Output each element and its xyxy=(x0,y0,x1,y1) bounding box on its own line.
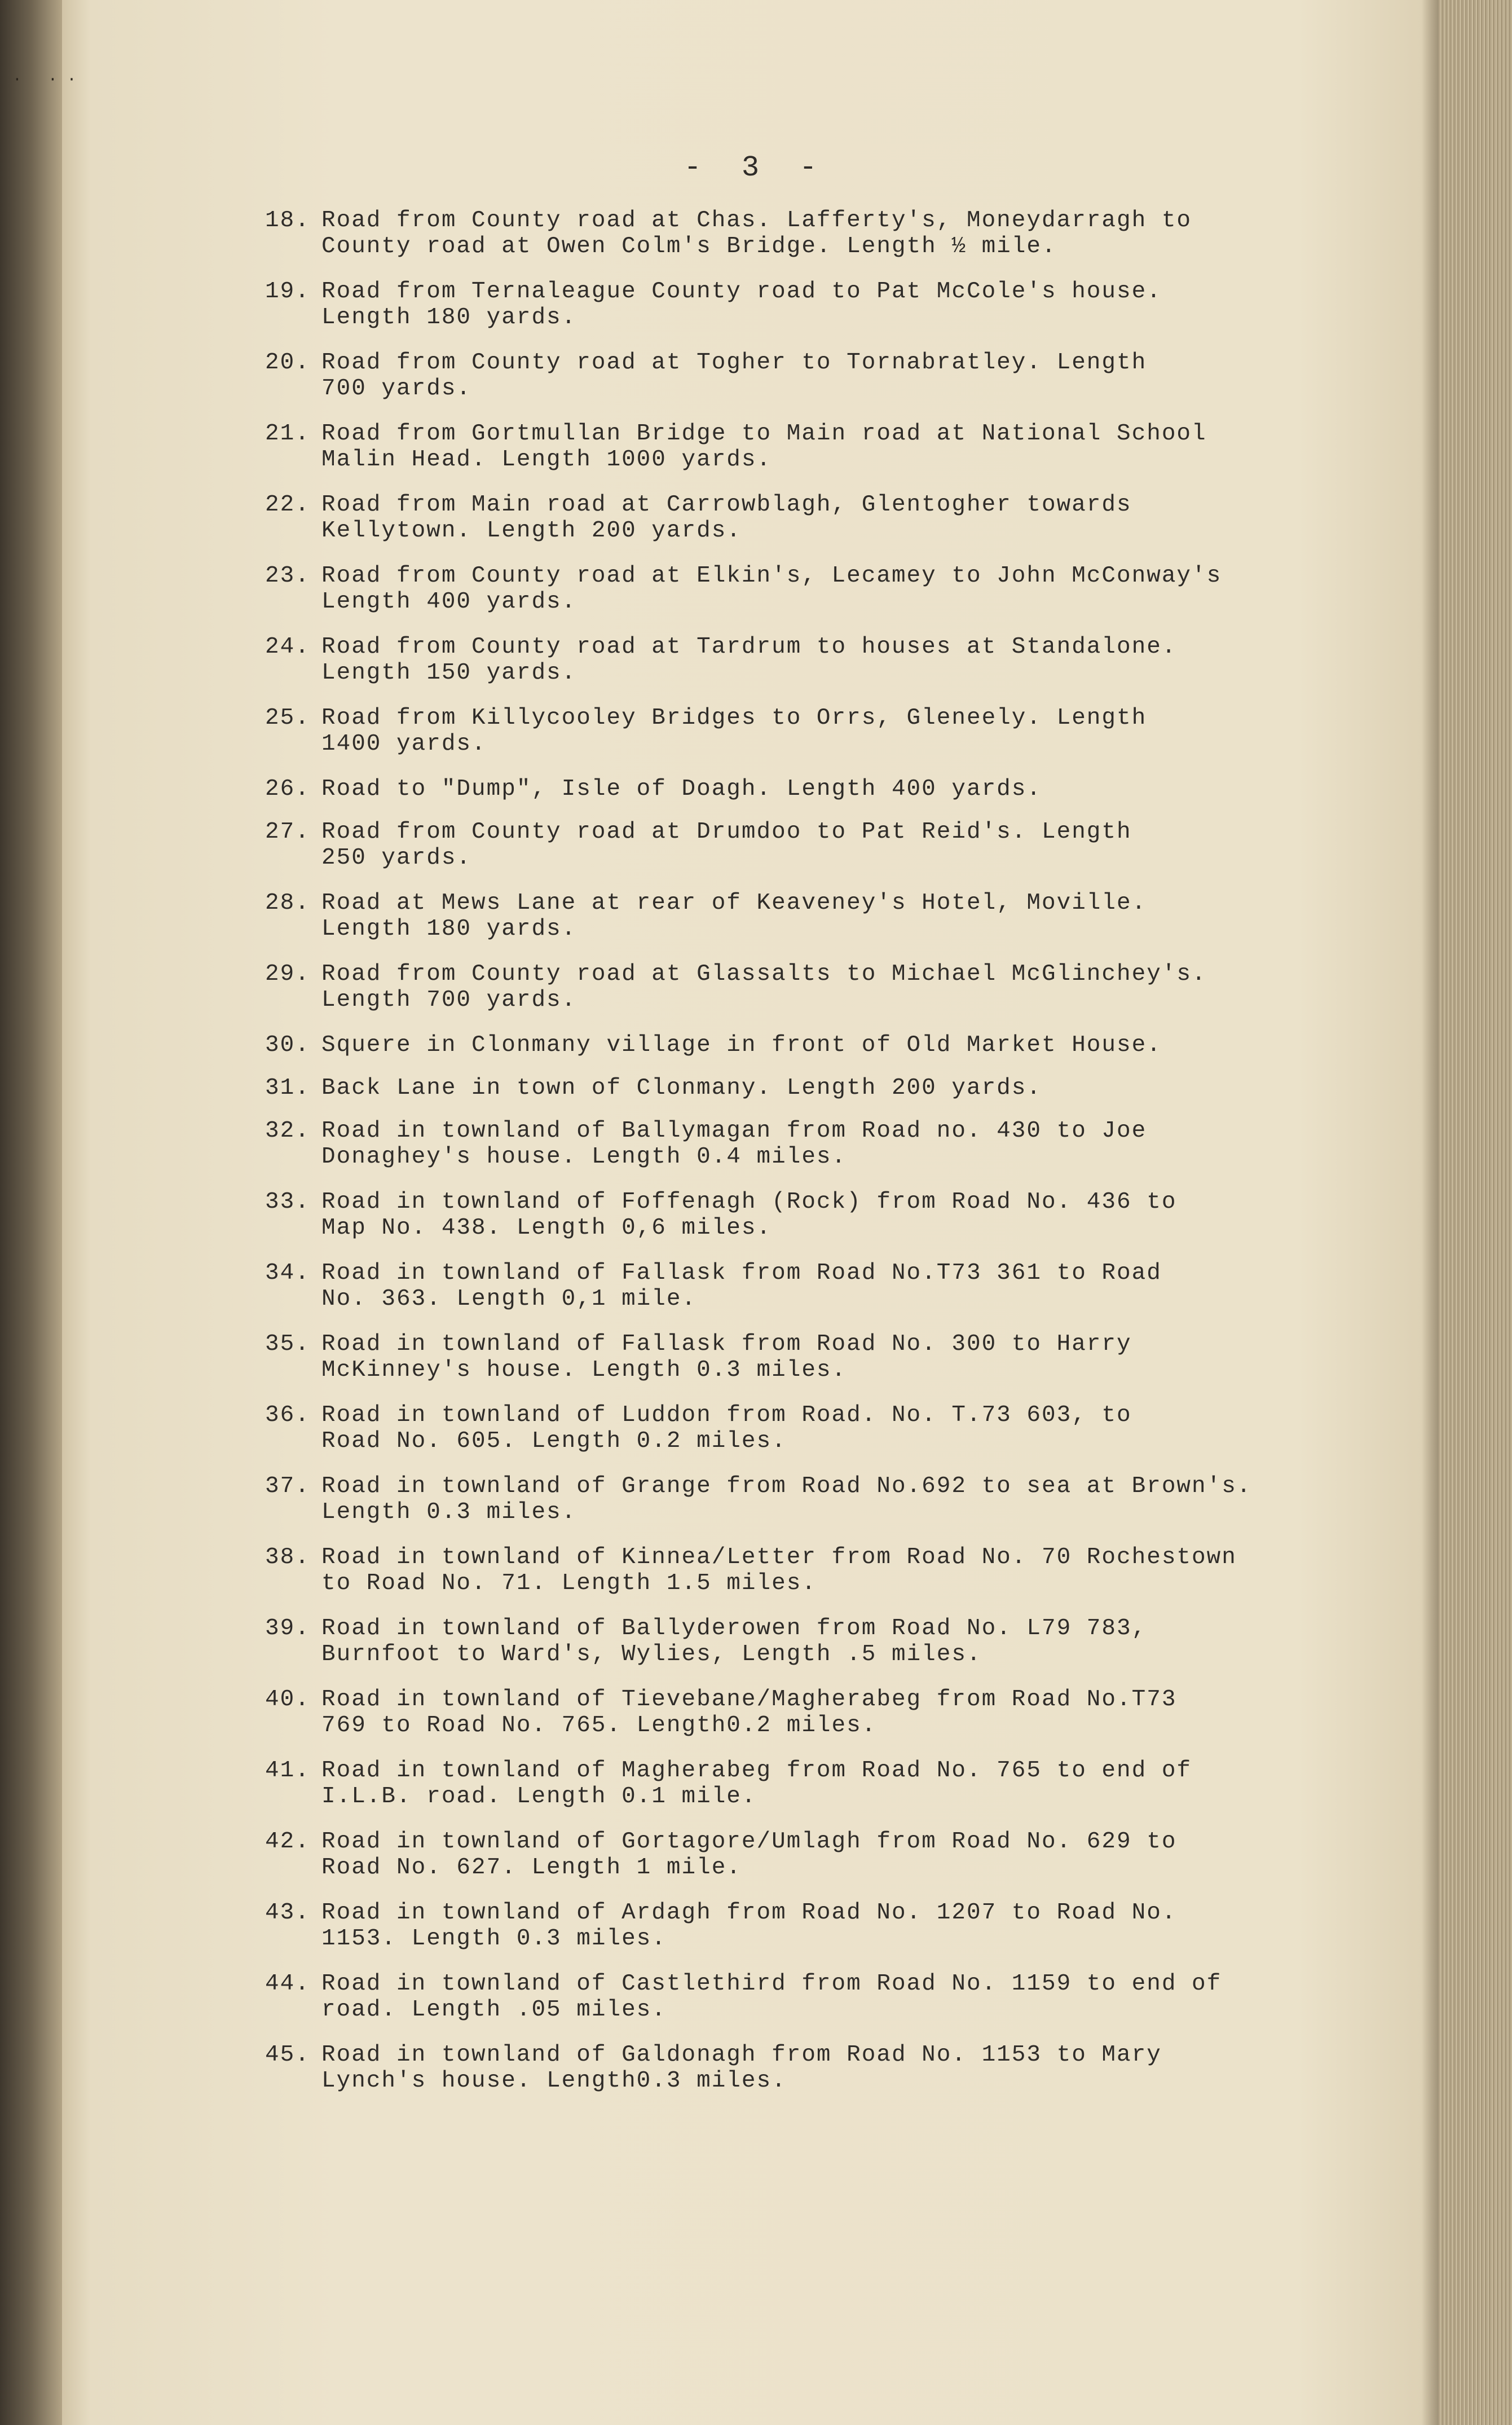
gutter-mark: · xyxy=(12,71,22,89)
entry-text: Road in townland of Ardagh from Road No. 1207 to Road No. 1153. Length 0.3 miles. xyxy=(321,1900,1177,1952)
entry-number: 29. xyxy=(265,961,310,987)
entry-number: 34. xyxy=(265,1260,310,1286)
entry-text: Road in townland of Fallask from Road No. 300 to Harry McKinney's house. Length 0.3 miles. xyxy=(321,1331,1132,1383)
entry-text: Road from County road at Drumdoo to Pat Reid's. Length 250 yards. xyxy=(321,819,1132,871)
entry-number: 43. xyxy=(265,1900,310,1926)
entry-text: Road from County road at Chas. Lafferty's, Moneydarragh to County road at Owen Colm's Bridge. Length ½ mile. xyxy=(321,208,1192,259)
entry-text: Road from County road at Glassalts to Michael McGlinchey's. Length 700 yards. xyxy=(321,961,1207,1013)
road-entry xyxy=(265,208,1325,279)
road-entry xyxy=(265,279,1325,350)
road-entry xyxy=(265,776,1325,819)
entry-number: 26. xyxy=(265,776,310,802)
entry-text: Road in townland of Ballyderowen from Road No. L79 783, Burnfoot to Ward's, Wylies, Length .5 miles. xyxy=(321,1616,1147,1667)
road-entry xyxy=(265,492,1325,563)
road-entry xyxy=(265,2042,1325,2113)
entry-number: 41. xyxy=(265,1758,310,1784)
road-entry xyxy=(265,1544,1325,1616)
page-number: - 3 - xyxy=(684,151,828,184)
entry-number: 24. xyxy=(265,634,310,660)
page-edge-shadow xyxy=(1422,0,1439,2425)
road-entry xyxy=(265,1758,1325,1829)
road-entry xyxy=(265,1473,1325,1544)
book-gutter xyxy=(0,0,62,2425)
entry-number: 36. xyxy=(265,1402,310,1428)
entry-number: 42. xyxy=(265,1829,310,1855)
road-entry xyxy=(265,1971,1325,2042)
road-entry xyxy=(265,819,1325,890)
entry-number: 19. xyxy=(265,279,310,305)
entry-number: 30. xyxy=(265,1032,310,1058)
entry-number: 32. xyxy=(265,1118,310,1144)
entry-text: Road from Ternaleague County road to Pat McCole's house. Length 180 yards. xyxy=(321,279,1162,331)
entry-text: Road at Mews Lane at rear of Keaveney's Hotel, Moville. Length 180 yards. xyxy=(321,890,1147,942)
road-list xyxy=(265,208,1325,2113)
road-entry xyxy=(265,1032,1325,1075)
entry-text: Road in townland of Kinnea/Letter from Road No. 70 Rochestown to Road No. 71. Length 1.5 miles. xyxy=(321,1544,1237,1596)
entry-number: 22. xyxy=(265,492,310,518)
entry-number: 38. xyxy=(265,1544,310,1570)
road-entry xyxy=(265,961,1325,1032)
road-entry xyxy=(265,1402,1325,1473)
road-entry xyxy=(265,563,1325,634)
entry-number: 39. xyxy=(265,1616,310,1641)
entry-number: 23. xyxy=(265,563,310,589)
road-entry xyxy=(265,1687,1325,1758)
road-entry xyxy=(265,1616,1325,1687)
entry-number: 21. xyxy=(265,421,310,447)
gutter-mark: · · xyxy=(48,71,77,89)
entry-number: 35. xyxy=(265,1331,310,1357)
road-entry xyxy=(265,421,1325,492)
road-entry xyxy=(265,634,1325,705)
entry-number: 33. xyxy=(265,1189,310,1215)
road-entry xyxy=(265,1900,1325,1971)
road-entry xyxy=(265,1829,1325,1900)
entry-text: Road in townland of Galdonagh from Road No. 1153 to Mary Lynch's house. Length0.3 miles. xyxy=(321,2042,1162,2094)
road-entry xyxy=(265,1260,1325,1331)
entry-text: Road from County road at Togher to Tornabratley. Length 700 yards. xyxy=(321,350,1147,402)
entry-text: Road from County road at Elkin's, Lecamey to John McConway's Length 400 yards. xyxy=(321,563,1222,615)
entry-text: Road from Killycooley Bridges to Orrs, Gleneely. Length 1400 yards. xyxy=(321,705,1147,757)
entry-number: 44. xyxy=(265,1971,310,1997)
entry-number: 31. xyxy=(265,1075,310,1101)
entry-number: 25. xyxy=(265,705,310,731)
entry-text: Road in townland of Gortagore/Umlagh from Road No. 629 to Road No. 627. Length 1 mile. xyxy=(321,1829,1177,1881)
road-entry xyxy=(265,890,1325,961)
road-entry xyxy=(265,1118,1325,1189)
entry-number: 37. xyxy=(265,1473,310,1499)
entry-number: 20. xyxy=(265,350,310,376)
road-entry xyxy=(265,1331,1325,1402)
entry-text: Road in townland of Foffenagh (Rock) from Road No. 436 to Map No. 438. Length 0,6 miles. xyxy=(321,1189,1177,1241)
entry-text: Road to "Dump", Isle of Doagh. Length 400 yards. xyxy=(321,776,1042,802)
entry-text: Road in townland of Ballymagan from Road no. 430 to Joe Donaghey's house. Length 0.4 miles. xyxy=(321,1118,1147,1170)
entry-text: Road in townland of Luddon from Road. No. T.73 603, to Road No. 605. Length 0.2 miles. xyxy=(321,1402,1132,1454)
road-entry xyxy=(265,1189,1325,1260)
entry-number: 45. xyxy=(265,2042,310,2068)
entry-text: Road in townland of Castlethird from Road No. 1159 to end of road. Length .05 miles. xyxy=(321,1971,1222,2023)
entry-text: Road in townland of Tievebane/Magherabeg from Road No.T73 769 to Road No. 765. Length0.2 miles. xyxy=(321,1687,1177,1739)
road-entry xyxy=(265,705,1325,776)
entry-text: Road from Gortmullan Bridge to Main road at National School Malin Head. Length 1000 yards. xyxy=(321,421,1207,473)
entry-number: 40. xyxy=(265,1687,310,1713)
entry-number: 28. xyxy=(265,890,310,916)
entry-text: Back Lane in town of Clonmany. Length 200 yards. xyxy=(321,1075,1042,1101)
entry-text: Road from County road at Tardrum to houses at Standalone. Length 150 yards. xyxy=(321,634,1177,686)
entry-text: Squere in Clonmany village in front of Old Market House. xyxy=(321,1032,1162,1058)
entry-text: Road in townland of Fallask from Road No.T73 361 to Road No. 363. Length 0,1 mile. xyxy=(321,1260,1162,1312)
entry-number: 27. xyxy=(265,819,310,845)
entry-text: Road in townland of Grange from Road No.692 to sea at Brown's. Length 0.3 miles. xyxy=(321,1473,1252,1525)
entry-text: Road from Main road at Carrowblagh, Glentogher towards Kellytown. Length 200 yards. xyxy=(321,492,1132,544)
road-entry xyxy=(265,1075,1325,1118)
road-entry xyxy=(265,350,1325,421)
entry-text: Road in townland of Magherabeg from Road No. 765 to end of I.L.B. road. Length 0.1 mile. xyxy=(321,1758,1192,1810)
book-page-edges xyxy=(1439,0,1512,2425)
entry-number: 18. xyxy=(265,208,310,234)
